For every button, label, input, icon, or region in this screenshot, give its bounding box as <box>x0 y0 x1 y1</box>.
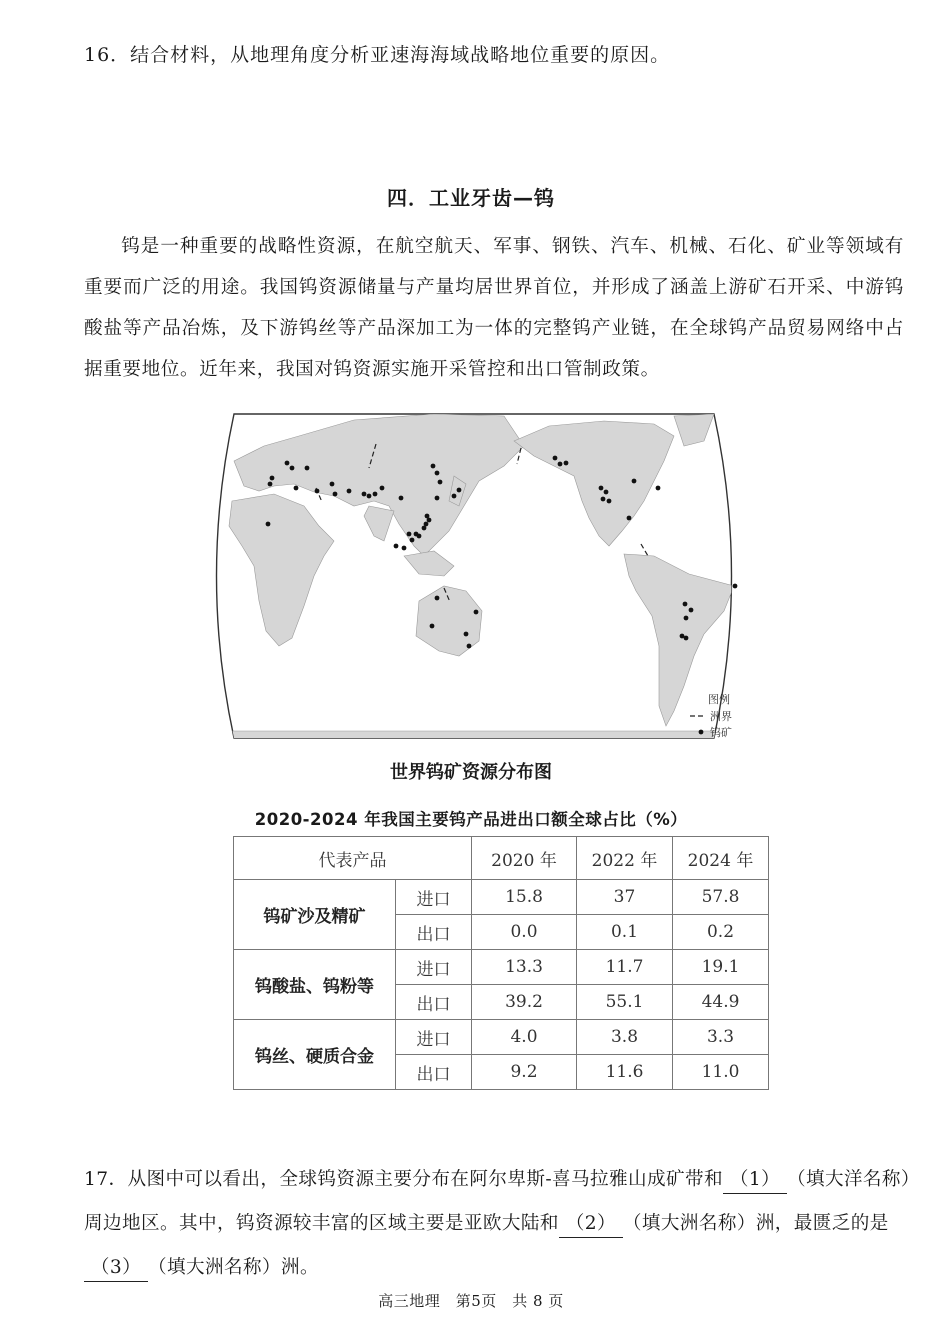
deposit-dot <box>474 610 479 615</box>
question-16: 16．结合材料，从地理角度分析亚速海海域战略地位重要的原因。 <box>84 44 671 66</box>
deposit-dot <box>407 532 412 537</box>
deposit-dot <box>417 534 422 539</box>
deposit-dot <box>553 456 558 461</box>
product-cell: 钨矿沙及精矿 <box>234 880 396 950</box>
value-cell: 3.3 <box>673 1020 769 1055</box>
deposit-dot <box>430 624 435 629</box>
deposit-dot <box>564 461 569 466</box>
deposit-dot <box>373 492 378 497</box>
header-2022: 2022 年 <box>577 837 673 880</box>
deposit-dot <box>362 492 367 497</box>
value-cell: 44.9 <box>673 985 769 1020</box>
deposit-dot <box>601 497 606 502</box>
product-cell: 钨酸盐、钨粉等 <box>234 950 396 1020</box>
table-title: 2020-2024 年我国主要钨产品进出口额全球占比（%） <box>254 810 688 829</box>
world-map-figure <box>204 406 744 746</box>
deposit-dot <box>452 494 457 499</box>
deposit-dot <box>733 584 738 589</box>
deposit-dot <box>333 492 338 497</box>
deposit-dot <box>656 486 661 491</box>
answer-blank-3[interactable]: （3） <box>84 1255 148 1282</box>
q17-text-a: 17．从图中可以看出，全球钨资源主要分布在阿尔卑斯-喜马拉雅山成矿带和 <box>84 1169 723 1190</box>
deposit-dot <box>683 602 688 607</box>
deposit-dot <box>290 466 295 471</box>
tungsten-world-map <box>204 406 744 746</box>
value-cell: 0.2 <box>673 915 769 950</box>
deposit-dot <box>315 489 320 494</box>
table-row <box>234 880 769 915</box>
intro-paragraph: 钨是一种重要的战略性资源，在航空航天、军事、钢铁、汽车、机械、石化、矿业等领域有重要而广泛的用途。我国钨资源储量与产量均居世界首位，并形成了涵盖上游矿石开采、中游钨酸盐等产品冶炼，及下游钨丝等产品深加工为一体的完整钨产业链，在全球钨产品贸易网络中占据重要地位。近年来，我国对钨资源实施开采管控和出口管制政策。 <box>84 236 904 380</box>
q17-text-c: （填大洲名称）洲，最匮乏的是 <box>622 1213 889 1234</box>
value-cell: 11.6 <box>577 1055 673 1090</box>
deposit-dot <box>438 480 443 485</box>
section-title: 四．工业牙齿—钨 <box>387 186 555 210</box>
trade-cell: 出口 <box>396 1055 472 1090</box>
value-cell: 15.8 <box>472 880 577 915</box>
header-2020: 2020 年 <box>472 837 577 880</box>
value-cell: 11.0 <box>673 1055 769 1090</box>
table-row <box>234 1020 769 1055</box>
deposit-dot <box>684 616 689 621</box>
deposit-dot <box>632 479 637 484</box>
trade-cell: 进口 <box>396 880 472 915</box>
value-cell: 13.3 <box>472 950 577 985</box>
deposit-dot <box>464 632 469 637</box>
answer-blank-2[interactable]: （2） <box>559 1211 623 1238</box>
product-cell: 钨丝、硬质合金 <box>234 1020 396 1090</box>
deposit-dot <box>422 526 427 531</box>
deposit-dot <box>347 489 352 494</box>
deposit-dot <box>607 499 612 504</box>
deposit-dot <box>457 488 462 493</box>
trade-cell: 出口 <box>396 915 472 950</box>
value-cell: 3.8 <box>577 1020 673 1055</box>
value-cell: 39.2 <box>472 985 577 1020</box>
trade-cell: 进口 <box>396 1020 472 1055</box>
table-row <box>234 950 769 985</box>
deposit-dot <box>380 486 385 491</box>
page-footer: 高三地理 第5页 共 8 页 <box>378 1292 564 1310</box>
deposit-dot <box>305 466 310 471</box>
deposit-dot <box>684 636 689 641</box>
deposit-dot <box>330 482 335 487</box>
table-header-row <box>234 837 769 880</box>
legend-deposit-label: 钨矿 <box>710 726 732 739</box>
deposit-dot <box>467 644 472 649</box>
value-cell: 4.0 <box>472 1020 577 1055</box>
deposit-dot <box>268 482 273 487</box>
deposit-dot <box>266 522 271 527</box>
question-17 <box>84 1158 914 1290</box>
value-cell: 55.1 <box>577 985 673 1020</box>
value-cell: 9.2 <box>472 1055 577 1090</box>
deposit-dot <box>270 476 275 481</box>
trade-cell: 进口 <box>396 950 472 985</box>
deposit-dot <box>558 462 563 467</box>
deposit-dot <box>410 538 415 543</box>
deposit-dot <box>367 494 372 499</box>
value-cell: 37 <box>577 880 673 915</box>
map-caption: 世界钨矿资源分布图 <box>390 762 552 783</box>
deposit-dot <box>689 608 694 613</box>
deposit-dot <box>435 596 440 601</box>
deposit-dot <box>402 546 407 551</box>
value-cell: 57.8 <box>673 880 769 915</box>
deposit-dot <box>604 490 609 495</box>
deposit-dot <box>399 496 404 501</box>
value-cell: 0.0 <box>472 915 577 950</box>
deposit-dot <box>435 496 440 501</box>
deposit-dot <box>285 461 290 466</box>
deposit-dot <box>425 514 430 519</box>
deposit-dot <box>627 516 632 521</box>
value-cell: 19.1 <box>673 950 769 985</box>
q17-text-b: （填大洋名称）周边地区。其中，钨资源较丰富的区域主要是亚欧大陆和 <box>84 1169 911 1234</box>
legend-deposit-symbol <box>699 730 704 735</box>
q17-text-d: （填大洲名称）洲。 <box>148 1257 319 1278</box>
legend-title: 图例 <box>708 693 730 706</box>
trade-cell: 出口 <box>396 985 472 1020</box>
deposit-dot <box>599 486 604 491</box>
header-2024: 2024 年 <box>673 837 769 880</box>
legend-boundary-label: 洲界 <box>710 710 732 723</box>
deposit-dot <box>435 471 440 476</box>
value-cell: 11.7 <box>577 950 673 985</box>
deposit-dot <box>394 544 399 549</box>
deposit-dot <box>431 464 436 469</box>
answer-blank-1[interactable]: （1） <box>723 1167 787 1194</box>
value-cell: 0.1 <box>577 915 673 950</box>
header-product: 代表产品 <box>234 837 472 880</box>
tungsten-trade-table <box>233 836 769 1090</box>
deposit-dot <box>294 486 299 491</box>
